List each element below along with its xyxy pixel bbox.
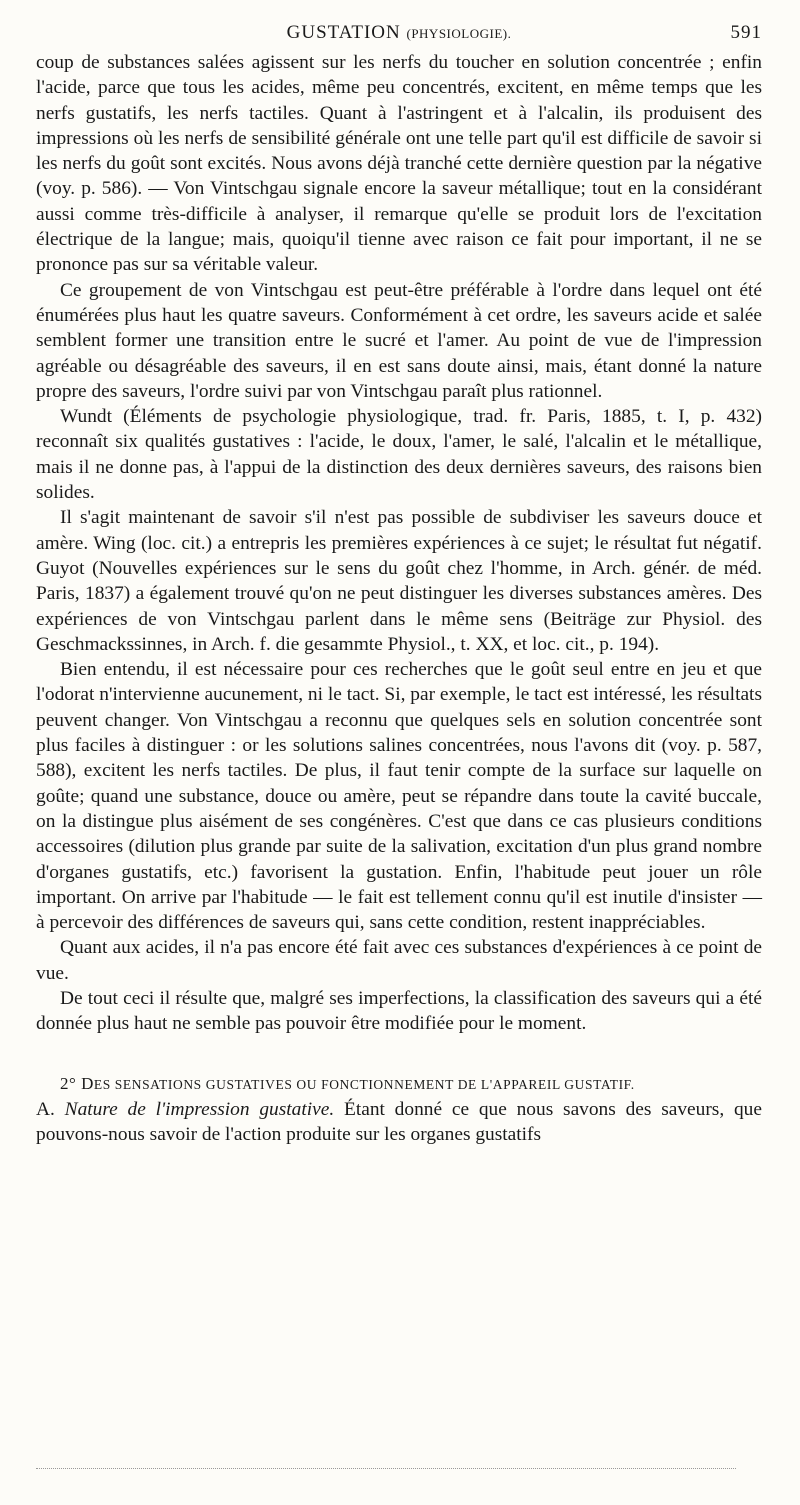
running-title-sub: (PHYSIOLOGIE).: [406, 26, 512, 41]
paragraph: Bien entendu, il est nécessaire pour ces recherches que le goût seul entre en jeu et que l'odorat n'intervienne aucunement, ni le tact. Si, par exemple, le tact est intéressé, les résultats peuvent changer. Von Vintschgau a reconnu que quelques sels en solution concentrée sont plus faciles à distinguer : or les solutions salines concentrées, nous l'avons dit (voy. p. 587, 588), excitent les nerfs tactiles. De plus, il faut tenir compte de la surface sur laquelle on goûte; quand une substance, douce ou amère, peut se répandre dans toute la cavité buccale, on la distingue plus aisément de ses congénères. C'est que dans ce cas plusieurs conditions accessoires (dilution plus grande par suite de la salivation, excitation d'un plus grand nombre d'organes gustatifs, etc.) favorisent la gustation. Enfin, l'habitude peut jouer un rôle important. On arrive par l'habitude — le fait est tellement connu qu'il est inutile d'insister — à percevoir des différences de saveurs qui, sans cette condition, restent inappréciables.: [36, 659, 762, 934]
paragraph: Il s'agit maintenant de savoir s'il n'est pas possible de subdiviser les saveurs douce et amère. Wing (loc. cit.) a entrepris les premières expériences à ce sujet; le résultat fut négatif. Guyot (Nouvelles expériences sur le sens du goût chez l'homme, in Arch. génér. de méd. Paris, 1837) a également trouvé qu'on ne peut distinguer les diverses substances amères. Des expériences de von Vintschgau parlent dans le même sens (Beiträge zur Physiol. des Geschmackssinnes, in Arch. f. die gesammte Physiol., t. XX, et loc. cit., p. 194).: [36, 507, 762, 655]
section-title: ES SENSATIONS GUSTATIVES OU FONCTIONNEMENT DE L'APPAREIL GUSTATIF.: [93, 1076, 635, 1092]
paragraph: Quant aux acides, il n'a pas encore été fait avec ces substances d'expériences à ce point de vue.: [36, 937, 762, 984]
paragraph: Wundt (Éléments de psychologie physiologique, trad. fr. Paris, 1885, t. I, p. 432) reconnaît six qualités gustatives : l'acide, le doux, l'amer, le salé, l'alcalin et le métallique, mais il ne donne pas, à l'appui de la distinction des deux dernières saveurs, des raisons bien solides.: [36, 406, 762, 504]
bottom-artifact-line: [36, 1468, 736, 1470]
section-heading: [36, 1071, 762, 1097]
running-title: [36, 22, 762, 44]
section-number: 2°: [60, 1073, 77, 1093]
subsection-paragraph: [36, 1097, 762, 1148]
paragraph: coup de substances salées agissent sur les nerfs du toucher en solution concentrée ; enfin l'acide, parce que tous les acides, même peu concentrés, excitent, en même temps que les nerfs gustatifs, les nerfs tactiles. Quant à l'astringent et à l'alcalin, ils produisent des impressions où les nerfs de sensibilité générale ont une telle part qu'il est difficile de savoir si les nerfs du goût sont excités. Nous avons déjà tranché cette dernière question par la négative (voy. p. 586). — Von Vintschgau signale encore la saveur métallique; tout en la considérant aussi comme très-difficile à analyser, il remarque qu'elle se produit lors de l'excitation électrique de la langue; mais, quoiqu'il tienne avec raison ce fait pour important, il ne se prononce pas sur sa véritable valeur.: [36, 52, 762, 276]
subsection: [36, 1097, 762, 1148]
subsection-text: Étant donné ce que nous savons des saveurs, que pouvons-nous savoir de l'action produite sur les organes gustatifs: [36, 1098, 762, 1145]
paragraph: De tout ceci il résulte que, malgré ses imperfections, la classification des saveurs qui a été donnée plus haut ne semble pas pouvoir être modifiée pour le moment.: [36, 987, 762, 1035]
running-title-main: GUSTATION: [286, 22, 401, 43]
section-gap: [36, 1037, 762, 1071]
body-text: [36, 50, 762, 1147]
subsection-title: Nature de l'impression gustative.: [64, 1098, 335, 1120]
page-number: 591: [730, 22, 762, 43]
subsection-label: A.: [36, 1098, 55, 1120]
section-title-initial: D: [81, 1073, 94, 1093]
running-header: [36, 22, 762, 50]
paragraph: Ce groupement de von Vintschgau est peut-être préférable à l'ordre dans lequel ont été énumérées plus haut les quatre saveurs. Conformément à cet ordre, les saveurs acide et salée semblent former une transition entre le sucré et l'amer. Au point de vue de l'impression agréable ou désagréable des saveurs, il en est sans doute ainsi, mais, étant donné la nature propre des saveurs, l'ordre suivi par von Vintschgau paraît plus rationnel.: [36, 279, 762, 402]
page: [36, 22, 762, 1147]
